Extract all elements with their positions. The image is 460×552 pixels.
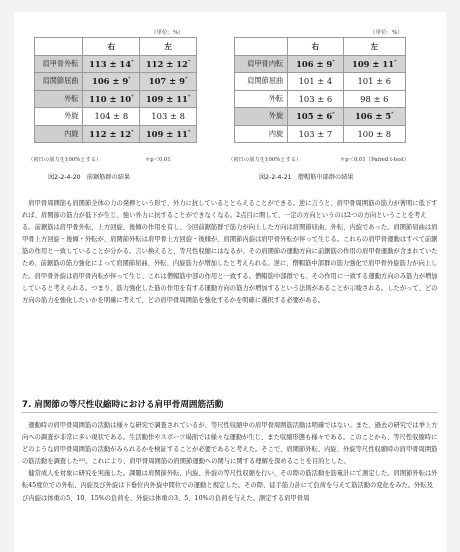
significance-mark: *	[131, 58, 134, 65]
cell-value: 110 ± 10	[89, 93, 132, 104]
left-table-unit: （単位：%）	[151, 30, 184, 36]
row-label: 内旋	[235, 125, 288, 143]
body-text-top	[22, 198, 438, 307]
left-value-cell	[343, 73, 405, 91]
header-blank-cell	[235, 38, 288, 56]
table-row	[35, 73, 197, 91]
cell-value: 109 ± 11	[145, 128, 188, 139]
significance-mark: *	[131, 93, 134, 100]
right-value-cell	[288, 90, 343, 108]
table-row	[35, 125, 197, 143]
significance-mark: *	[131, 128, 134, 135]
cell-value: 107 ± 9	[148, 76, 185, 87]
significance-mark: *	[128, 76, 131, 83]
right-table-significance: ＊p＜0.01（Paired t-test）	[340, 157, 410, 163]
cell-value: 105 ± 6	[296, 111, 333, 122]
table-header-row	[235, 38, 406, 56]
left-value-cell	[140, 90, 197, 108]
row-label: 肩関節屈曲	[235, 73, 288, 91]
column-header: 左	[343, 38, 405, 56]
left-value-cell	[140, 73, 197, 91]
left-table-note: （初日の筋力を100%とする）	[28, 157, 102, 163]
right-value-cell	[288, 73, 343, 91]
table-row	[35, 55, 197, 73]
left-value-cell	[140, 55, 197, 73]
cell-value: 103 ± 6	[298, 93, 333, 104]
left-value-cell	[140, 108, 197, 126]
table-row	[35, 90, 197, 108]
significance-mark: *	[332, 111, 335, 118]
cell-value: 109 ± 11	[352, 58, 395, 69]
section-title: 7. 肩関節の等尺性収縮時における肩甲骨周囲筋活動	[22, 400, 224, 410]
left-table-significance: ＊p＜0.01	[145, 157, 171, 163]
right-value-cell	[83, 108, 140, 126]
left-value-cell	[140, 125, 197, 143]
table-row	[235, 90, 406, 108]
significance-mark: *	[184, 76, 188, 83]
cell-value: 113 ± 14	[89, 58, 132, 69]
paragraph: 健常成人を対象に研究を実施した。課題は肩関節外転、内旋、外旋の等尺性収縮を行い、その際の筋活動を筋電計にて測定した。肩関節外転は外転45度位での外転、内旋及び外旋は下垂位内外旋中間位での運動と規定した。その際、徒手筋力計にて負荷を与えて筋活動の変化をみた。外転及び内旋は体重の5、10、15%の負荷を、外旋は体重の3、5、10%の負荷を与えた。測定する肩甲骨周	[22, 470, 438, 502]
significance-mark: *	[332, 58, 335, 65]
header-blank-cell	[35, 38, 83, 56]
table-row	[235, 125, 406, 143]
cell-value: 106 ± 9	[92, 76, 129, 87]
row-label: 外旋	[35, 108, 83, 126]
significance-mark: *	[391, 111, 394, 118]
paragraph: 運動時の肩甲骨周囲筋の活動は様々な研究で調査されているが、等尺性収縮中の肩甲骨周囲筋活動は明確ではない。また、過去の研究では挙上方向への調査が非常に多い現状である。生活動作やスポーツ場面では様々な運動が生じ、また収縮形態も様々である。このことから、等尺性収縮時にどのような肩甲骨周囲筋の活動がみられるかを検証することが必要であると考えた。そこで、肩関節外転、内旋、外旋等尺性収縮時の肩甲骨周囲筋の筋活動を調査した²²⁾。これにより、肩甲骨周囲筋の肩関節運動への関与に関する理解を深めることを目的とした。	[22, 422, 438, 466]
row-label: 外旋	[235, 108, 288, 126]
left-value-cell	[343, 55, 405, 73]
left-value-cell	[343, 108, 405, 126]
table-row	[235, 55, 406, 73]
column-header: 右	[83, 38, 140, 56]
table-row	[35, 108, 197, 126]
cell-value: 103 ± 7	[298, 128, 333, 139]
significance-mark: *	[187, 93, 191, 100]
row-label: 肩関節屈曲	[35, 73, 83, 91]
row-label: 外転	[235, 90, 288, 108]
cell-value: 109 ± 11	[145, 93, 188, 104]
left-results-table	[34, 37, 197, 143]
right-table-unit: （単位：%）	[370, 30, 403, 36]
table-header-row	[35, 38, 197, 56]
table-row	[235, 108, 406, 126]
cell-value: 112 ± 12	[89, 128, 132, 139]
right-value-cell	[83, 55, 140, 73]
row-label: 内旋	[35, 125, 83, 143]
left-value-cell	[343, 90, 405, 108]
right-results-table	[234, 37, 406, 143]
right-value-cell	[288, 125, 343, 143]
row-label: 肩甲骨外転	[35, 55, 83, 73]
paragraph: 肩甲骨周囲筋も肩関節全体の力の発揮という形で、外力に抗しているととらえることができる。逆に言うと、肩甲骨周囲筋の筋力が著明に低下すれば、肩関節の筋力が低下が生じ、強い外力に抗することができなくなる。2点目に関して、一定の方向というのは2つの方向ということを考える。前鋸筋は肩甲骨外転、上方回旋、後傾の作用を有し、今回前鋸筋群で筋力が向上した方向は肩関節屈曲、外転、内旋であった。肩関節屈曲は肩甲骨上方回旋・後傾・外転が、肩関節外転は肩甲骨上方回旋・後傾が、肩関節内旋は肩甲骨外転が伴って生じる。これらの肩甲骨運動はすべて前鋸筋の作用と一致していることが分かる。言い換えると、等尺性収縮にはなるが、その肩関節の運動方向に前鋸筋の作用の肩甲骨運動が含まれていたため、前鋸筋の筋力強化によって肩関節屈曲、外転、内旋筋力が増加したと考えられる。逆に、僧帽筋中部群の筋力強化で肩甲骨外旋筋力が向上した。肩甲骨外旋は肩甲骨内転が伴って生じ、これは僧帽筋中部の作用と一致する。僧帽筋中部群でも、その作用に一致する運動方向のみ筋力が増加していると考えられる。つまり、筋力強化した筋の作用を有する運動方向の筋力が増加するという法則があることが示唆される。したがって、どの方向の筋力を強化したいかを明確に考えて、どの肩甲骨周囲筋を強化するかを明確に選択する必要がある。	[22, 200, 438, 304]
section-heading	[22, 396, 438, 413]
right-value-cell	[83, 125, 140, 143]
significance-mark: *	[187, 128, 191, 135]
left-value-cell	[343, 125, 405, 143]
body-text-bottom	[22, 420, 438, 505]
row-label: 外転	[35, 90, 83, 108]
significance-mark: *	[187, 58, 191, 65]
right-value-cell	[83, 73, 140, 91]
column-header: 右	[288, 38, 343, 56]
column-header: 左	[140, 38, 197, 56]
cell-value: 112 ± 12	[145, 58, 188, 69]
right-value-cell	[288, 55, 343, 73]
row-label: 肩甲骨内転	[235, 55, 288, 73]
cell-value: 98 ± 6	[360, 93, 389, 104]
right-value-cell	[288, 108, 343, 126]
right-table-note: （初日の筋力を100%とする）	[228, 157, 302, 163]
significance-mark: *	[394, 58, 397, 65]
cell-value: 103 ± 8	[151, 111, 185, 122]
left-figure-caption: 図2-2-4-20 前鋸筋群の結果	[48, 174, 131, 181]
cell-value: 101 ± 6	[357, 76, 392, 87]
cell-value: 106 ± 9	[296, 58, 333, 69]
cell-value: 101 ± 4	[298, 76, 333, 87]
document-page	[14, 12, 446, 552]
cell-value: 106 ± 5	[354, 111, 392, 122]
right-figure-caption: 図2-2-4-21 僧帽筋中部群の結果	[259, 174, 354, 181]
table-row	[235, 73, 406, 91]
cell-value: 100 ± 8	[357, 128, 392, 139]
right-value-cell	[83, 90, 140, 108]
cell-value: 104 ± 8	[94, 111, 129, 122]
